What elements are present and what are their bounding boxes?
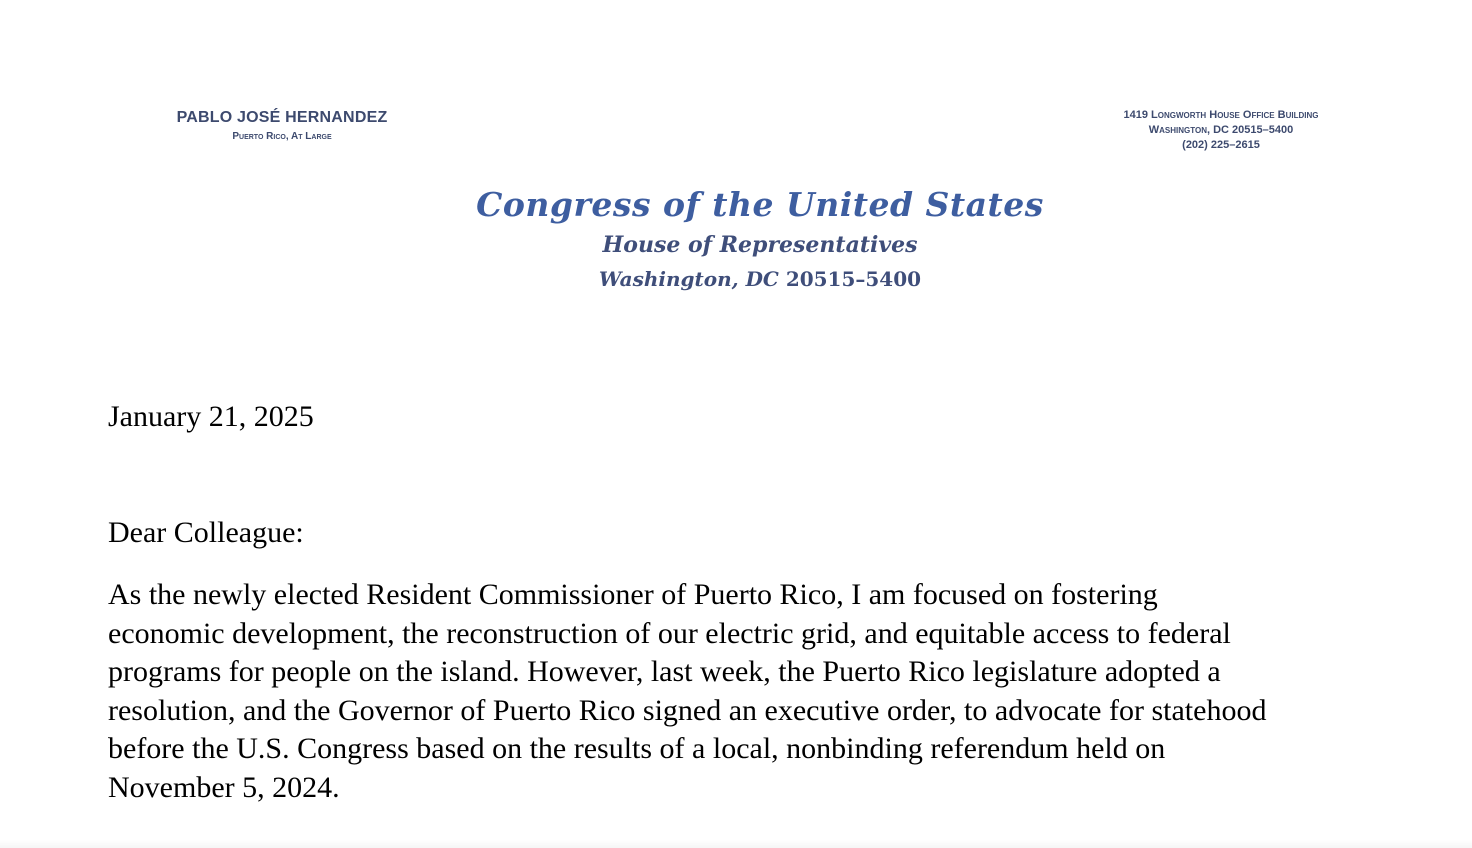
letterhead-city: Washington, DC bbox=[598, 267, 779, 291]
paragraph-line: As the newly elected Resident Commissioner of Puerto Rico, I am focused on fostering bbox=[108, 578, 1158, 611]
paragraph-line: before the U.S. Congress based on the results of a local, nonbinding referendum held on bbox=[108, 732, 1166, 765]
letterhead-zip: 20515–5400 bbox=[785, 267, 922, 291]
paragraph-line: resolution, and the Governor of Puerto Rico signed an executive order, to advocate for statehood bbox=[108, 693, 1267, 727]
institution-title: Congress of the United States bbox=[476, 185, 1044, 224]
letterhead-address bbox=[436, 262, 1084, 296]
paragraph-line: November 5, 2024. bbox=[108, 770, 340, 804]
office-phone: (202) 225–2615 bbox=[1182, 139, 1260, 151]
letter-date: January 21, 2025 bbox=[108, 400, 314, 433]
page-edge-shadow bbox=[0, 840, 1472, 848]
office-address-block bbox=[1084, 108, 1358, 153]
office-address-line2: Washington, DC 20515–5400 bbox=[1148, 124, 1294, 136]
salutation: Dear Colleague: bbox=[108, 516, 304, 549]
paragraph-line: economic development, the reconstruction of our electric grid, and equitable access to federal bbox=[108, 616, 1231, 650]
letter-body bbox=[108, 398, 1418, 807]
chamber-title: House of Representatives bbox=[602, 232, 918, 258]
body-paragraph bbox=[108, 576, 1418, 807]
office-address-line1: 1419 Longworth House Office Building bbox=[1123, 109, 1319, 121]
representative-name: PABLO JOSÉ HERNANDEZ bbox=[176, 109, 388, 126]
representative-block bbox=[172, 108, 392, 144]
representative-district: Puerto Rico, At Large bbox=[232, 131, 332, 142]
congress-letterhead bbox=[436, 182, 1084, 296]
paragraph-line: programs for people on the island. However, last week, the Puerto Rico legislature adopted a bbox=[108, 655, 1221, 688]
